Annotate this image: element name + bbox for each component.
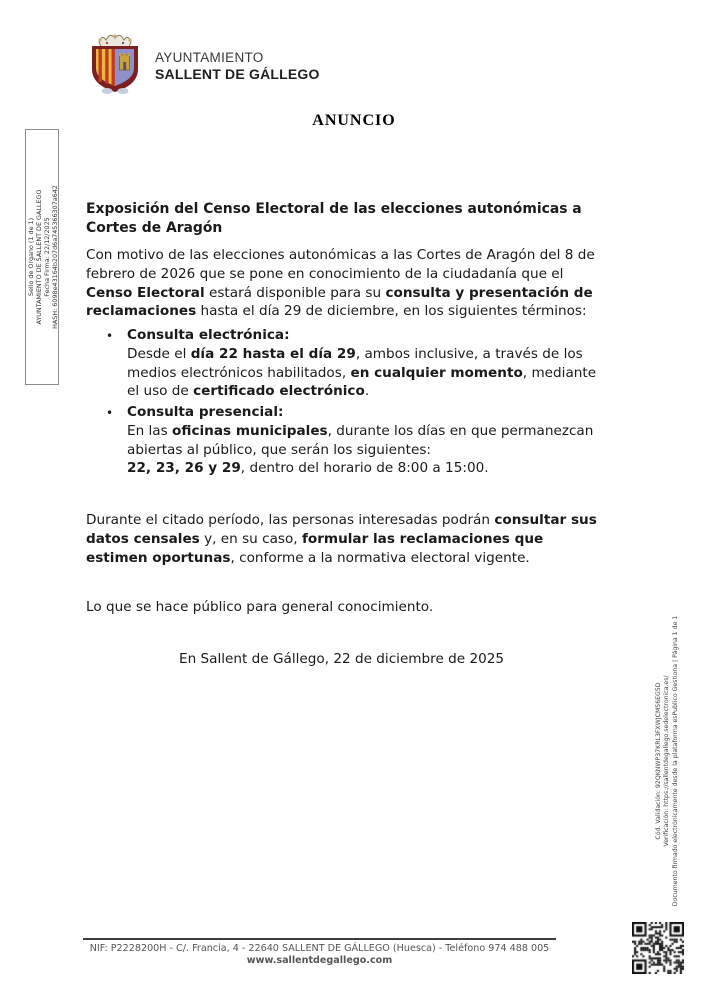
- validation-code: Cód. Validación: 92QKNWP37KRL3FXWJCM56EG5D: [655, 682, 662, 840]
- organization-name: [155, 50, 320, 82]
- stamp-line: AYUNTAMIENTO DE SALLENT DE GALLEGO: [35, 189, 43, 325]
- verification-margin-text: [655, 612, 681, 910]
- bullet-consulta-presencial: [86, 403, 626, 478]
- paragraph-intro: Con motivo de las elecciones autonómicas a las Cortes de Aragón del 8 de febrero de 2026 que se pone en conocimiento de la ciudadanía que el Censo Electoral estará disponible para su consulta y presentación de reclamaciones hasta el día 29 de diciembre, en los siguientes términos:: [86, 247, 595, 320]
- signature-stamp-text: [26, 130, 59, 384]
- stamp-line: Sello de Organo (1 de 1): [27, 217, 35, 297]
- org-line1: AYUNTAMIENTO: [155, 50, 264, 65]
- footer-website: www.sallentdegallego.com: [246, 955, 393, 966]
- bullet-title: Consulta electrónica:: [127, 327, 290, 343]
- verification-url: Verificación: https://sallentdegallego.sedelectronica.es/: [663, 675, 671, 847]
- coat-of-arms-icon: [84, 31, 146, 95]
- bullet-text: En las oficinas municipales, durante los días en que permanezcan abiertas al público, que serán los siguientes: 22, 23, 26 y 29, dentro del horario de 8:00 a 15:00.: [127, 422, 594, 477]
- footer-contact-line: NIF: P2228200H - C/. Francia, 4 - 22640 SALLENT DE GÁLLEGO (Huesca) - Teléfono 974 488 005: [89, 943, 550, 954]
- bullet-consulta-electronica: [86, 326, 626, 401]
- stamp-line: Fecha Firma: 22/12/2025: [43, 217, 51, 297]
- qr-code: [632, 922, 684, 974]
- paragraph-closing: Lo que se hace público para general conocimiento.: [86, 599, 434, 615]
- bullet-title: Consulta presencial:: [127, 404, 284, 420]
- signature-stamp-box: [25, 129, 59, 385]
- bullet-icon: •: [106, 406, 114, 420]
- bullet-text: Desde el día 22 hasta el día 29, ambos inclusive, a través de los medios electrónicos habilitados, en cualquier momento, mediante el uso de certificado electrónico.: [127, 345, 597, 400]
- dateline: En Sallent de Gállego, 22 de diciembre de 2025: [179, 651, 505, 667]
- signed-document-note: Documento firmado electrónicamente desde la plataforma esPublico Gestiona | Página 1 de 1: [671, 615, 679, 907]
- footer-divider: [83, 938, 556, 940]
- stamp-line: HASH: 6098e43164b207d6a745366307a642: [51, 185, 59, 329]
- paragraph-periodo: Durante el citado período, las personas interesadas podrán consultar sus datos censales y, en su caso, formular las reclamaciones que estimen oportunas, conforme a la normativa electoral vigente.: [86, 512, 597, 566]
- bullet-icon: •: [106, 329, 114, 343]
- page-footer: [83, 938, 556, 967]
- body-heading: Exposición del Censo Electoral de las elecciones autonómicas a Cortes de Aragón: [86, 201, 582, 236]
- document-title: ANUNCIO: [312, 112, 396, 129]
- verification-margin: [655, 612, 681, 910]
- org-line2: SALLENT DE GÁLLEGO: [155, 65, 320, 82]
